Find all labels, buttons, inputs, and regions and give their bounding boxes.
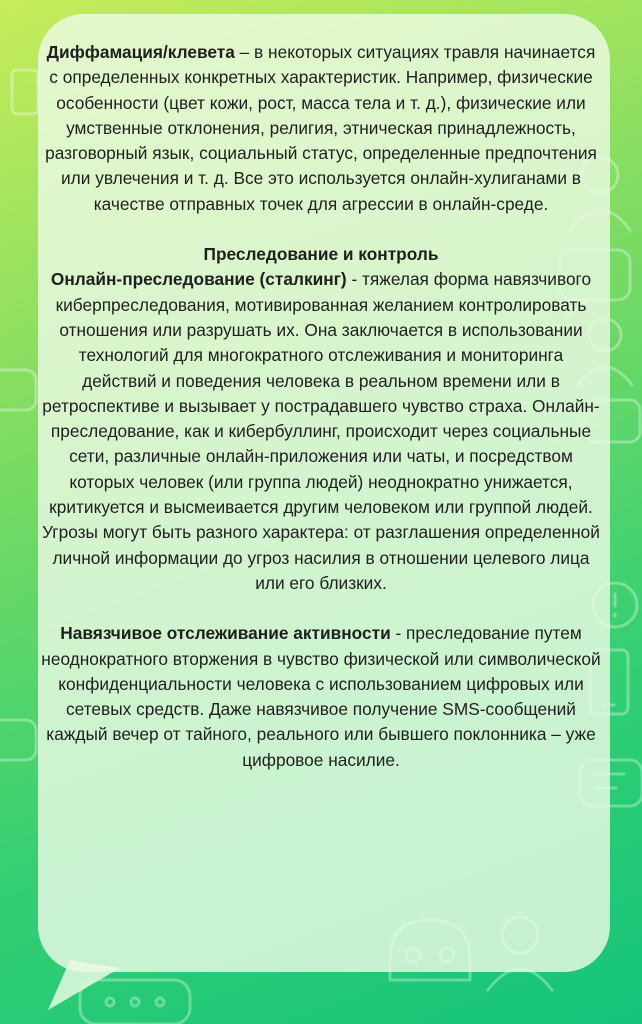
- term-defamation: Диффамация/клевета: [46, 42, 235, 62]
- definition-stalking: - тяжелая форма навязчивого киберпреследования, мотивированная желанием контролировать отношения или разрушать их. Она заключается в использовании технологий для многократного отслеживания и мониторинга действий и поведения человека в реальном времени или в ретроспективе и вызывает у пострадавшего чувство страха. Онлайн-преследование, как и кибербуллинг, происходит через социальные сети, различные онлайн-приложения или чаты, и посредством которых человек (или группа людей) неоднократно унижается, критикуется и высмеивается другим человеком или группой людей. Угрозы могут быть разного характера: от разглашения определенной личной информации до угроз насилия в отношении целевого лица или его близких.: [42, 269, 600, 593]
- chat-bubble-icon: [0, 370, 36, 410]
- definition-tracking: - преследование путем неоднократного вторжения в чувство физической или символической конфиденциальности человека с использованием цифровых или сетевых средств. Даже навязчивое получение SMS-сообщений каждый вечер от тайного, реального или бывшего поклонника – уже цифровое насилие.: [41, 623, 601, 770]
- definition-defamation: – в некоторых ситуациях травля начинается с определенных конкретных характеристик. Например, физические особенности (цвет кожи, рост, масса тела и т. д.), физические или умственные отклонения, религия, этническая принадлежность, разговорный язык, социальный статус, определенные предпочтения или увлечения и т. д. Все это используется онлайн-хулиганами в качестве отправных точек для агрессии в онлайн-среде.: [45, 42, 597, 214]
- chat-bubble-icon: [0, 720, 36, 760]
- section-stalking: [40, 267, 602, 596]
- term-tracking: Навязчивое отслеживание активности: [60, 623, 391, 644]
- heading-harassment-control: Преследование и контроль: [203, 244, 439, 265]
- article-text: [40, 40, 602, 773]
- section-tracking: [40, 621, 602, 773]
- section-stalking-heading: [40, 242, 602, 267]
- typing-dots-icon: [80, 980, 190, 1024]
- term-stalking: Онлайн-преследование (сталкинг): [50, 269, 347, 290]
- section-defamation: [40, 40, 602, 217]
